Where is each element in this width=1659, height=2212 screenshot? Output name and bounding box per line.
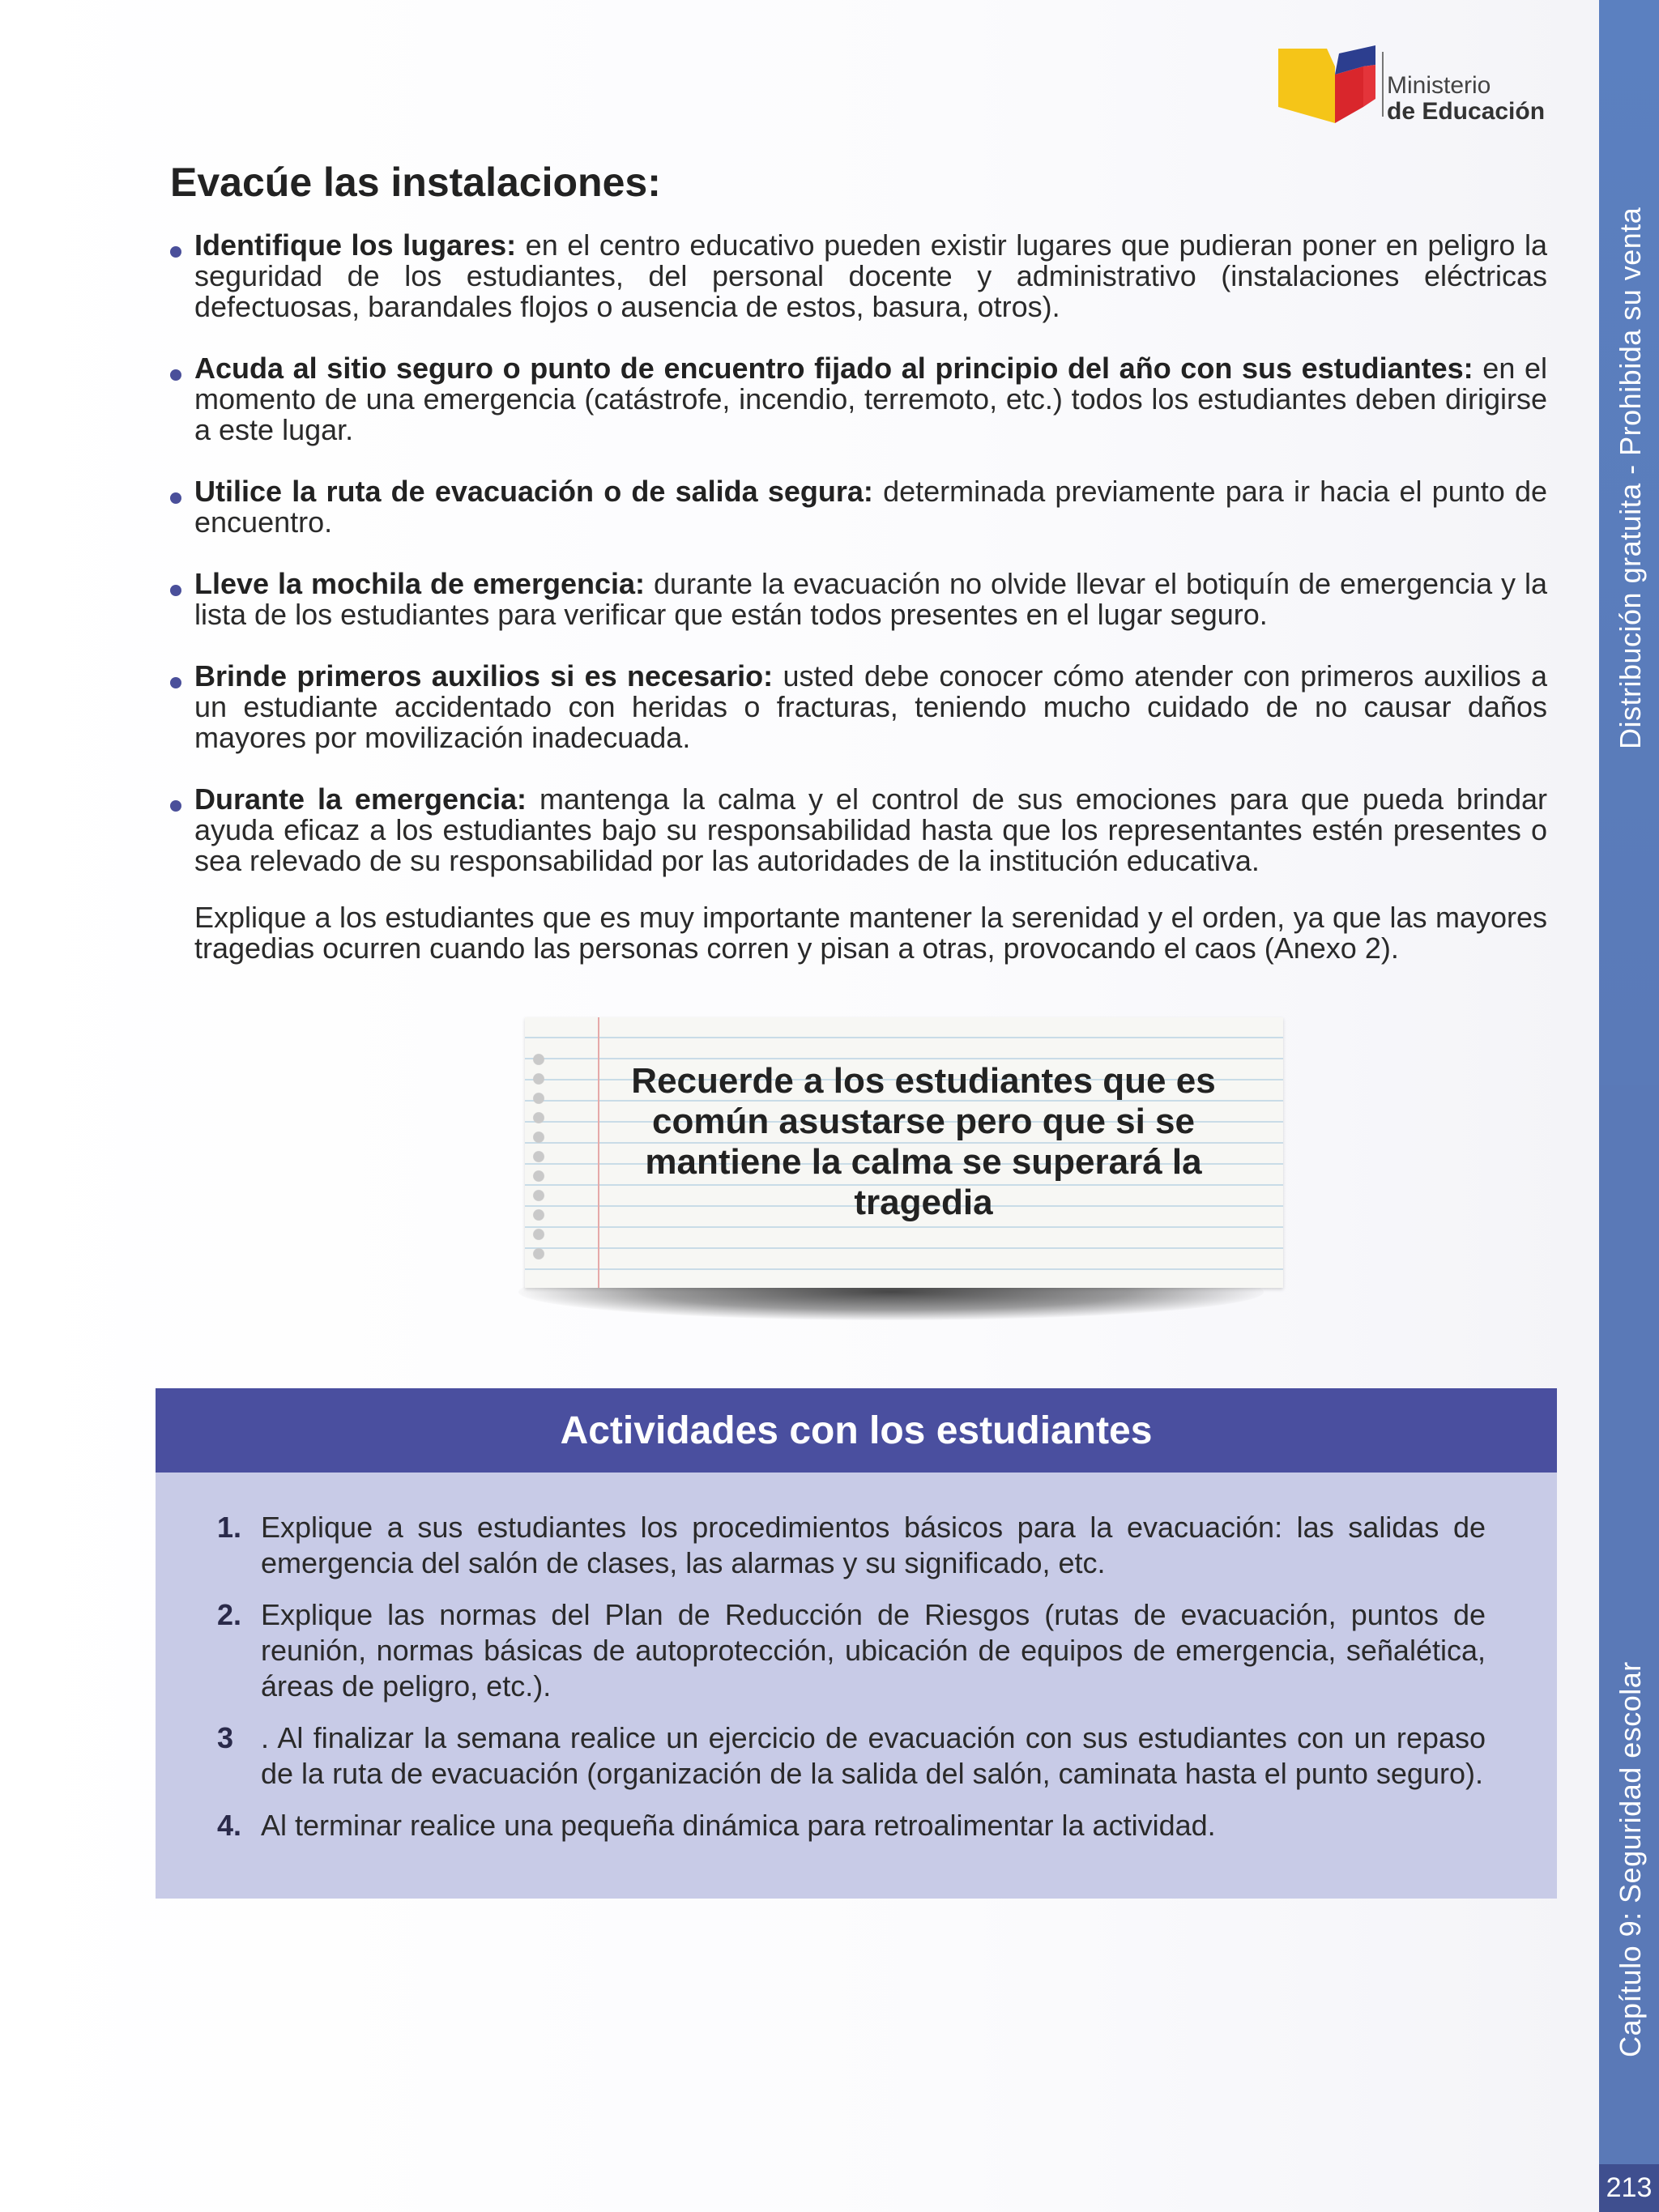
bullet-dot-icon bbox=[170, 585, 181, 596]
bullet-heading: Durante la emergencia: bbox=[194, 782, 527, 816]
activity-item bbox=[217, 1597, 1486, 1704]
bullet-heading: Brinde primeros auxilios si es necesario: bbox=[194, 659, 774, 693]
activity-text: Explique las normas del Plan de Reducción de Riesgos (rutas de evacuación, puntos de reunión, normas básicas de autoprotección, ubicación de equipos de emergencia, señalética, áreas de peligro, etc.). bbox=[261, 1598, 1486, 1703]
page-number: 213 bbox=[1599, 2164, 1659, 2212]
activity-item bbox=[217, 1720, 1486, 1792]
bullet-heading: Lleve la mochila de emergencia: bbox=[194, 567, 645, 600]
bullet-item bbox=[170, 476, 1547, 538]
logo-line-1: Ministerio bbox=[1387, 72, 1491, 99]
section-title: Evacúe las instalaciones: bbox=[170, 160, 661, 205]
activity-number: 1. bbox=[217, 1511, 242, 1544]
bullet-text: en el centro educativo pueden existir lugares que pudieran poner en peligro la seguridad de los estudiantes, del personal docente y administrativo (instalaciones eléctricas defectuosas, barandales flojos o ausencia de estos, basura, otros). bbox=[194, 228, 1547, 323]
activity-number: 4. bbox=[217, 1809, 242, 1842]
bullet-text: determinada previamente para ir hacia el punto de encuentro. bbox=[194, 475, 1547, 539]
logo-line-2: de Educación bbox=[1387, 98, 1546, 125]
logo-text bbox=[1387, 73, 1545, 125]
bullet-item bbox=[170, 353, 1547, 445]
bullet-heading: Utilice la ruta de evacuación o de salida segura: bbox=[194, 475, 873, 508]
bullet-text: mantenga la calma y el control de sus emociones para que pueda brindar ayuda eficaz a los estudiantes bajo su responsabilidad hasta que los representantes estén presentes o sea relevado de su responsabilidad por las autoridades de la institución educativa. bbox=[194, 782, 1547, 877]
bullet-text: en el momento de una emergencia (catástrofe, incendio, terremoto, etc.) todos los estudiantes deben dirigirse a este lugar. bbox=[194, 352, 1548, 446]
activity-text: . Al finalizar la semana realice un ejercicio de evacuación con sus estudiantes con un repaso de la ruta de evacuación (organización de la salida del salón, caminata hasta el punto seguro). bbox=[261, 1721, 1486, 1790]
activity-text: Explique a sus estudiantes los procedimientos básicos para la evacuación: las salidas de emergencia del salón de clases, las alarmas y su significado, etc. bbox=[261, 1511, 1486, 1579]
activities-list bbox=[217, 1510, 1486, 1860]
bullet-heading: Acuda al sitio seguro o punto de encuentro fijado al principio del año con sus estudiantes: bbox=[194, 352, 1473, 385]
bullet-text: usted debe conocer cómo atender con primeros auxilios a un estudiante accidentado con heridas o fracturas, teniendo mucho cuidado de no causar daños mayores por movilización inadecuada. bbox=[194, 659, 1547, 754]
bullet-dot-icon bbox=[170, 800, 181, 812]
activity-item bbox=[217, 1808, 1486, 1843]
activities-header: Actividades con los estudiantes bbox=[156, 1388, 1557, 1473]
activity-item bbox=[217, 1510, 1486, 1581]
bullet-dot-icon bbox=[170, 492, 181, 504]
bullet-item bbox=[170, 230, 1547, 322]
note-text: Recuerde a los estudiantes que es común asustarse pero que si se mantiene la calma se superará la tragedia bbox=[631, 1061, 1216, 1222]
bullet-item bbox=[170, 569, 1547, 630]
bullet-dot-icon bbox=[170, 677, 181, 688]
bullet-text: durante la evacuación no olvide llevar el botiquín de emergencia y la lista de los estudiantes para verificar que están todos presentes en el lugar seguro. bbox=[194, 567, 1547, 631]
notepad-holes bbox=[530, 1050, 552, 1260]
activity-number: 2. bbox=[217, 1598, 242, 1631]
bullet-dot-icon bbox=[170, 369, 181, 381]
bullet-dot-icon bbox=[170, 246, 181, 258]
bullet-item bbox=[170, 661, 1547, 753]
extra-paragraph: Explique a los estudiantes que es muy importante mantener la serenidad y el orden, ya que las mayores tragedias ocurren cuando las personas corren y pisan a otras, provocando el caos (Anexo 2). bbox=[194, 901, 1547, 965]
sidebar-chapter-text: Capítulo 9: Seguridad escolar bbox=[1614, 1661, 1647, 2057]
bullet-item bbox=[170, 784, 1547, 876]
activity-text: Al terminar realice una pequeña dinámica para retroalimentar la actividad. bbox=[261, 1809, 1216, 1842]
evacuation-bullet-list bbox=[170, 230, 1547, 964]
bullet-heading: Identifique los lugares: bbox=[194, 228, 517, 262]
activity-number: 3 bbox=[217, 1721, 234, 1754]
sidebar-distribution-text: Distribución gratuita - Prohibida su venta bbox=[1614, 207, 1647, 749]
